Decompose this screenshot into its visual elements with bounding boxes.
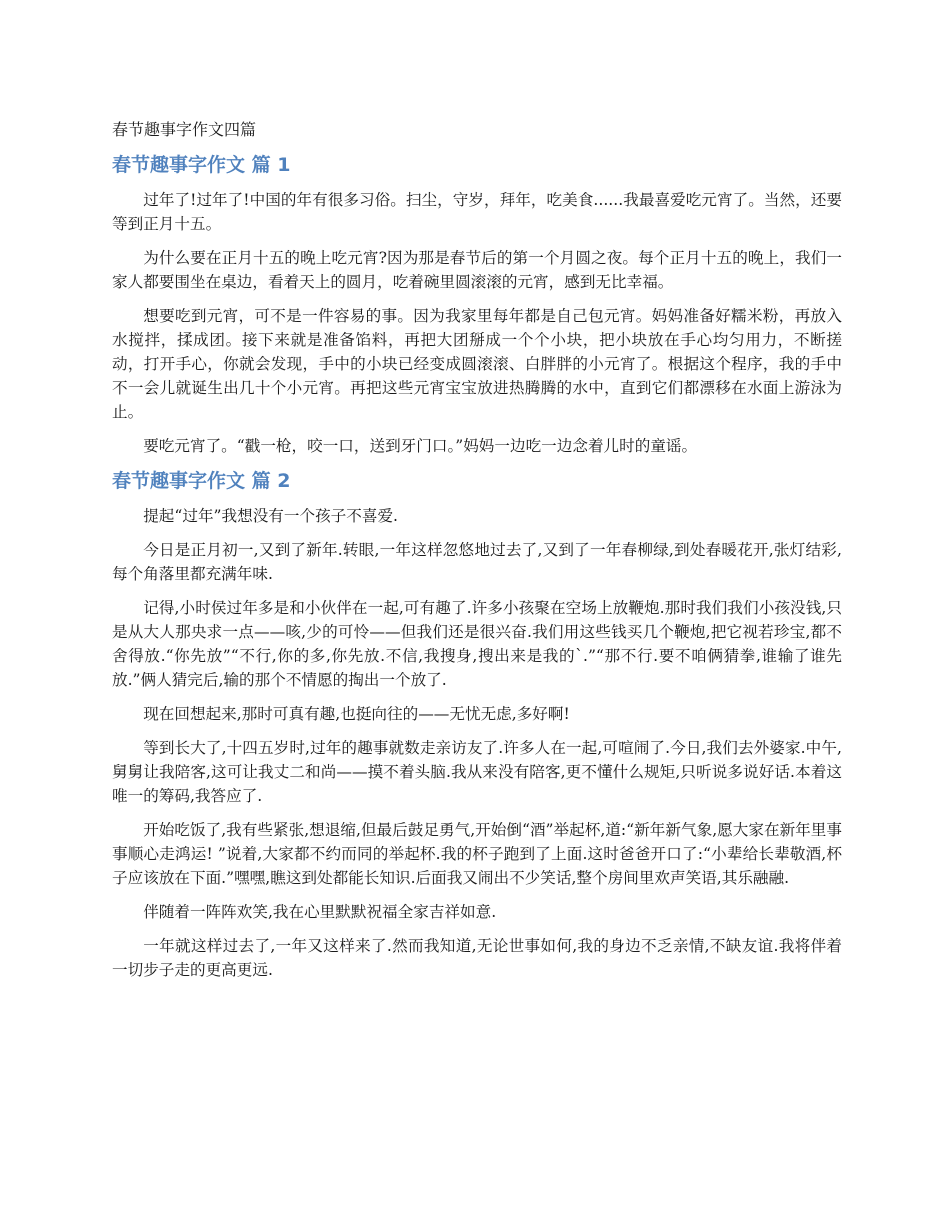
paragraph: 伴随着一阵阵欢笑,我在心里默默祝福全家吉祥如意.: [143, 903, 497, 921]
paragraph: 等到长大了,十四五岁时,过年的趣事就数走亲访友了.许多人在一起,可喧闹了.今日,我们去外婆家.中午,舅舅让我陪客,这可让我丈二和尚——摸不着头脑.我从来没有陪客,更不懂什么规矩,只听说多说好话.本着这唯一的筹码,我答应了.: [112, 739, 842, 805]
section-heading: 春节趣事字作文 篇 1: [112, 154, 291, 176]
section-2: [112, 468, 842, 982]
document-title: 春节趣事字作文四篇: [112, 120, 257, 139]
section-1: [112, 152, 842, 458]
paragraph: 一年就这样过去了,一年又这样来了.然而我知道,无论世事如何,我的身边不乏亲情,不缺友谊.我将伴着一切步子走的更高更远.: [112, 937, 842, 979]
section-heading: 春节趣事字作文 篇 2: [112, 470, 291, 492]
paragraph: 要吃元宵了。“戳一枪，咬一口，送到牙门口。”妈妈一边吃一边念着儿时的童谣。: [143, 437, 698, 455]
paragraph: 现在回想起来,那时可真有趣,也挺向往的——无忧无虑,多好啊!: [143, 705, 570, 723]
paragraph: 为什么要在正月十五的晚上吃元宵?因为那是春节后的第一个月圆之夜。每个正月十五的晚上，我们一家人都要围坐在桌边，看着天上的圆月，吃着碗里圆滚滚的元宵，感到无比幸福。: [112, 249, 842, 291]
paragraph: 开始吃饭了,我有些紧张,想退缩,但最后鼓足勇气,开始倒“酒”举起杯,道:“新年新气象,愿大家在新年里事事顺心走鸿运! ”说着,大家都不约而同的举起杯.我的杯子跑到了上面.这时爸爸开口了:“小辈给长辈敬酒,杯子应该放在下面.”嘿嘿,瞧这到处都能长知识.后面我又闹出不少笑话,整个房间里欢声笑语,其乐融融.: [112, 821, 842, 887]
paragraph: 想要吃到元宵，可不是一件容易的事。因为我家里每年都是自己包元宵。妈妈准备好糯米粉，再放入水搅拌，揉成团。接下来就是准备馅料，再把大团掰成一个个小块，把小块放在手心均匀用力，不断搓动，打开手心，你就会发现，手中的小块已经变成圆滚滚、白胖胖的小元宵了。根据这个程序，我的手中不一会儿就诞生出几十个小元宵。再把这些元宵宝宝放进热腾腾的水中，直到它们都漂移在水面上游泳为止。: [112, 307, 842, 421]
paragraph: 记得,小时侯过年多是和小伙伴在一起,可有趣了.许多小孩聚在空场上放鞭炮.那时我们我们小孩没钱,只是从大人那央求一点——咳,少的可怜——但我们还是很兴奋.我们用这些钱买几个鞭炮,把它视若珍宝,都不舍得放.“你先放”“不行,你的多,你先放.不信,我搜身,搜出来是我的`.”“那不行.要不咱俩猜拳,谁输了谁先放.”俩人猜完后,输的那个不情愿的掏出一个放了.: [112, 599, 842, 689]
document-page: [112, 118, 842, 992]
paragraph: 过年了!过年了!中国的年有很多习俗。扫尘，守岁，拜年，吃美食......我最喜爱吃元宵了。当然，还要等到正月十五。: [112, 191, 842, 233]
paragraph: 提起“过年”我想没有一个孩子不喜爱.: [143, 507, 398, 525]
paragraph: 今日是正月初一,又到了新年.转眼,一年这样忽悠地过去了,又到了一年春柳绿,到处春暖花开,张灯结彩,每个角落里都充满年味.: [112, 541, 842, 583]
